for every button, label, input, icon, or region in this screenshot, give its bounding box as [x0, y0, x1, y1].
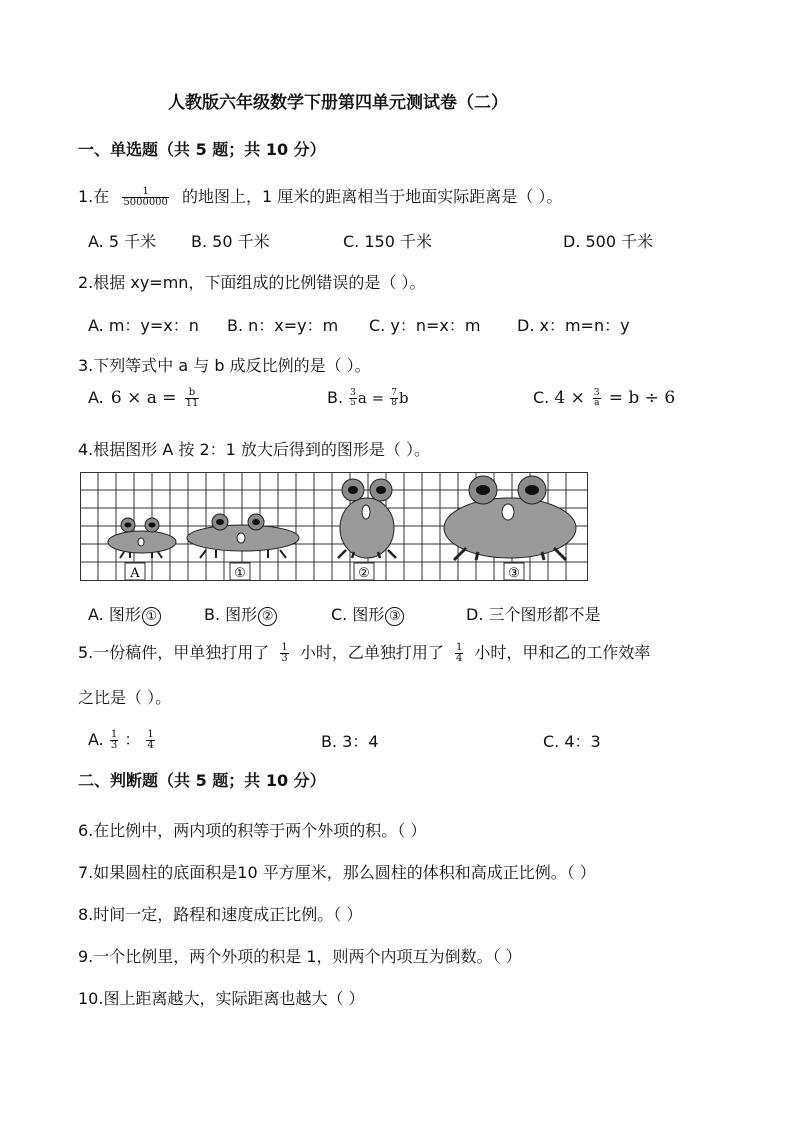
q4-option-b[interactable]: [204, 602, 277, 626]
fraction-numerator: b: [188, 387, 196, 398]
fraction-numerator: 1: [147, 729, 154, 740]
q4-option-d[interactable]: D. 三个图形都不是: [466, 605, 601, 624]
judgment-10: 10.图上距离越大，实际距离也越大（ ）: [78, 989, 365, 1008]
option-fraction: [110, 730, 118, 751]
option-fraction: [185, 388, 200, 409]
q1-option-a[interactable]: A. 5 千米: [88, 232, 157, 251]
option-expression: a =: [357, 389, 385, 407]
q1-option-c[interactable]: C. 150 千米: [343, 232, 432, 251]
figure-label-3: ③: [508, 566, 520, 581]
q2-option-d[interactable]: D. x：m=n：y: [517, 316, 630, 335]
question-5: [78, 640, 650, 664]
fraction-denominator: 5000000: [123, 197, 168, 208]
option-expression: 4 ×: [554, 388, 585, 408]
option-label: C.: [533, 388, 550, 407]
question-1-fraction: [122, 187, 169, 208]
q5-option-a[interactable]: [88, 727, 156, 751]
q4-option-a[interactable]: [88, 602, 161, 626]
frog-3: [444, 476, 576, 560]
figure-label-2: ②: [358, 566, 370, 581]
fraction-numerator: 1: [455, 642, 463, 653]
fraction-denominator: 5: [350, 398, 356, 408]
fraction-numerator: 1: [110, 729, 118, 740]
fraction-denominator: a: [594, 398, 600, 408]
question-1-prefix: 1.在: [78, 187, 110, 206]
question-1-suffix: 的地图上，1 厘米的距离相当于地面实际距离是（ ）。: [182, 187, 563, 206]
section-heading-true-false: 二、判断题（共 5 题；共 10 分）: [78, 771, 326, 790]
q3-option-b[interactable]: [327, 388, 409, 408]
q5-option-b[interactable]: B. 3：4: [321, 732, 379, 751]
fraction-numerator: 3: [593, 388, 600, 398]
option-fraction: [390, 389, 398, 408]
fraction-denominator: 3: [281, 653, 288, 664]
fraction-numerator: 3: [350, 388, 356, 398]
question-2: 2.根据 xy=mn，下面组成的比例错误的是（ ）。: [78, 273, 426, 292]
question-5-fraction-1: [280, 643, 288, 664]
fraction-denominator: 4: [455, 653, 463, 664]
q1-option-b[interactable]: B. 50 千米: [191, 232, 270, 251]
question-5-text: 5.一份稿件，甲单独打用了: [78, 643, 270, 662]
judgment-8: 8.时间一定，路程和速度成正比例。（ ）: [78, 905, 363, 924]
q5-option-c[interactable]: C. 4：3: [543, 732, 601, 751]
frog-2: [338, 479, 396, 558]
circled-number: ①: [142, 607, 161, 626]
q2-option-a[interactable]: A. m：y=x：n: [88, 316, 199, 335]
fraction-denominator: 3: [110, 740, 118, 751]
fraction-numerator: 1: [142, 186, 149, 197]
option-fraction: [349, 389, 357, 408]
option-expression: = b ÷ 6: [608, 388, 676, 408]
figure-label-a: A: [130, 566, 140, 581]
q2-option-c[interactable]: C. y：n=x：m: [369, 316, 481, 335]
fraction-numerator: 7: [391, 388, 397, 398]
q2-option-b[interactable]: B. n：x=y：m: [227, 316, 339, 335]
option-expression: 6 × a =: [110, 388, 177, 408]
option-fraction: [593, 389, 601, 408]
frog-a: [108, 518, 176, 558]
option-label: A.: [88, 388, 104, 407]
q3-option-c[interactable]: [533, 388, 675, 408]
fraction-denominator: 8: [391, 398, 397, 408]
option-label: B.: [327, 388, 344, 407]
option-label: B. 图形: [204, 605, 258, 624]
ratio-separator: ：: [124, 730, 141, 749]
q1-option-d[interactable]: D. 500 千米: [563, 232, 654, 251]
judgment-6: 6.在比例中，两内项的积等于两个外项的积。（ ）: [78, 821, 427, 840]
q3-option-a[interactable]: [88, 388, 202, 409]
frog-1: [187, 514, 299, 558]
question-1: [78, 184, 562, 208]
option-label: A. 图形: [88, 605, 141, 624]
figure-label-1: ①: [234, 566, 246, 581]
option-label: C. 图形: [331, 605, 385, 624]
judgment-9: 9.一个比例里，两个外项的积是 1，则两个内项互为倒数。（ ）: [78, 947, 522, 966]
question-4: 4.根据图形 A 按 2：1 放大后得到的图形是（ ）。: [78, 440, 431, 459]
fraction-denominator: 11: [185, 398, 199, 409]
option-fraction: [146, 730, 154, 751]
circled-number: ②: [258, 607, 277, 626]
question-5-fraction-2: [455, 643, 463, 664]
page-title: 人教版六年级数学下册第四单元测试卷（二）: [168, 93, 508, 113]
option-expression: b: [399, 389, 409, 407]
question-5-line-2: 之比是（ ）。: [78, 688, 172, 707]
fraction-numerator: 1: [281, 642, 288, 653]
question-5-text: 小时，甲和乙的工作效率: [474, 643, 651, 662]
section-heading-single-choice: 一、单选题（共 5 题；共 10 分）: [78, 140, 326, 159]
option-label: A.: [88, 730, 104, 749]
frog-grid-figure: [80, 472, 588, 582]
question-5-text: 小时，乙单独打用了: [299, 643, 444, 662]
question-3: 3.下列等式中 a 与 b 成反比例的是（ ）。: [78, 356, 371, 375]
judgment-7: 7.如果圆柱的底面积是10 平方厘米，那么圆柱的体积和高成正比例。（ ）: [78, 863, 596, 882]
fraction-denominator: 4: [147, 740, 154, 751]
circled-number: ③: [385, 607, 404, 626]
q4-option-c[interactable]: [331, 602, 404, 626]
